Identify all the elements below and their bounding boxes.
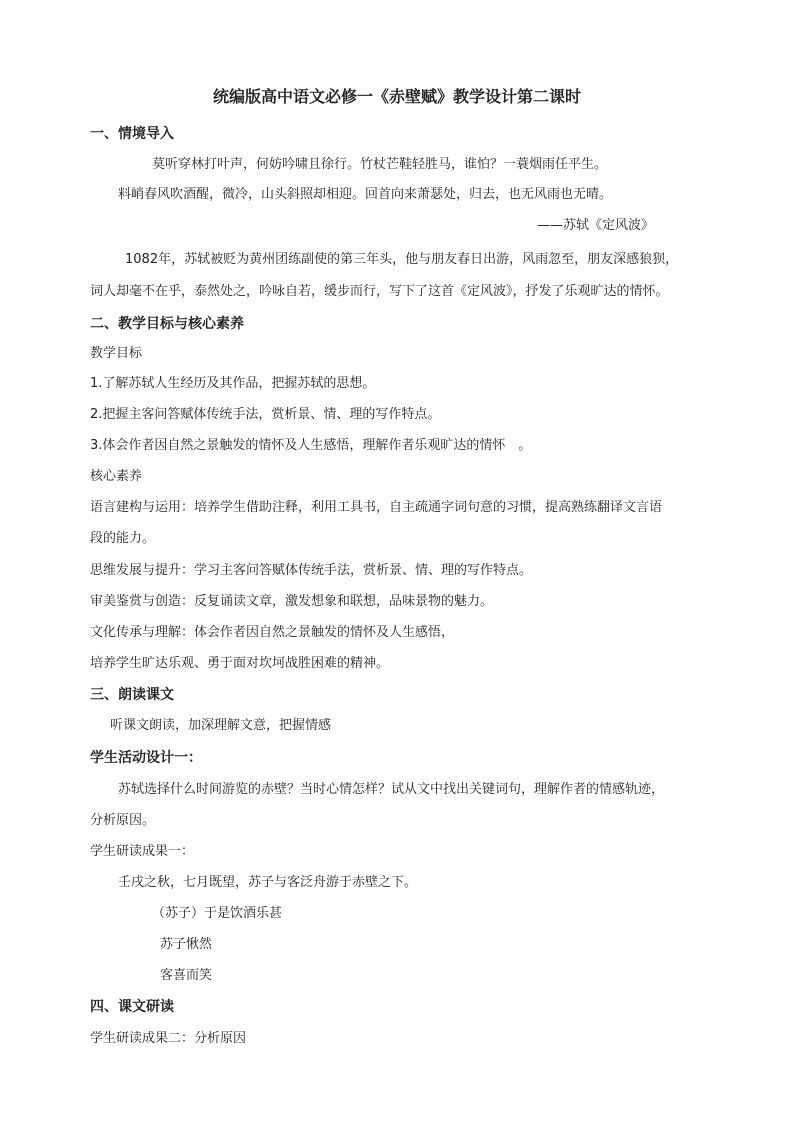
poem-source: ——苏轼《定风波》 — [537, 218, 655, 233]
poem-line-2: 料峭春风吹酒醒，微冷，山头斜照却相迎。回首向来萧瑟处，归去，也无风雨也无晴。 — [118, 187, 613, 202]
document-title: 统编版高中语文必修一《赤壁赋》教学设计第二课时 — [212, 87, 581, 106]
section-heading-reading: 三、朗读课文 — [90, 687, 174, 703]
section-heading-objectives: 二、教学目标与核心素养 — [90, 316, 244, 332]
activity-heading: 学生活动设计一： — [90, 750, 202, 766]
section-heading-introduction: 一、情境导入 — [90, 126, 174, 142]
activity-question-line-2: 分析原因。 — [90, 813, 156, 828]
reading-instruction: 听课文朗读，加深理解文意，把握情感 — [110, 718, 332, 733]
activity-question-line-1: 苏轼选择什么时间游览的赤壁？当时心情怎样？试从文中找出关键词句，理解作者的情感轨迹， — [118, 782, 665, 797]
study-result-1-item-1: （苏子）于是饮酒乐甚 — [152, 906, 283, 921]
section-heading-study: 四、课文研读 — [90, 999, 174, 1015]
study-result-1-item-2: 苏子愀然 — [160, 937, 213, 952]
core-literacy-label: 核心素养 — [90, 469, 143, 484]
core-literacy-3: 审美鉴赏与创造：反复诵读文章，激发想象和联想，品味景物的魅力。 — [90, 594, 494, 609]
teaching-goals-label: 教学目标 — [90, 346, 143, 361]
background-paragraph-line-2: 词人却毫不在乎，泰然处之，吟咏自若，缓步而行，写下了这首《定风波》，抒发了乐观旷达的情怀。 — [90, 284, 669, 299]
core-literacy-4-line-1: 文化传承与理解：体会作者因自然之景触发的情怀及人生感悟， — [90, 625, 455, 640]
study-result-1-quote: 壬戌之秋，七月既望，苏子与客泛舟游于赤壁之下。 — [118, 875, 418, 890]
core-literacy-4-line-2: 培养学生旷达乐观、勇于面对坎坷战胜困难的精神。 — [90, 656, 390, 671]
teaching-goal-1: 1.了解苏轼人生经历及其作品，把握苏轼的思想。 — [90, 376, 376, 391]
teaching-goal-3: 3.体会作者因自然之景触发的情怀及人生感悟，理解作者乐观旷达的情怀 。 — [90, 438, 532, 453]
core-literacy-1-line-1: 语言建构与运用：培养学生借助注释，利用工具书，自主疏通字词句意的习惯，提高熟练翻译文言语 — [90, 500, 663, 515]
study-result-1-label: 学生研读成果一： — [90, 844, 195, 859]
teaching-goal-2: 2.把握主客问答赋体传统手法，赏析景、情、理的写作特点。 — [90, 407, 441, 422]
poem-line-1: 莫听穿林打叶声，何妨吟啸且徐行。竹杖芒鞋轻胜马，谁怕？一蓑烟雨任平生。 — [152, 157, 608, 172]
core-literacy-2: 思维发展与提升：学习主客问答赋体传统手法，赏析景、情、理的写作特点。 — [90, 563, 533, 578]
study-result-2: 学生研读成果二：分析原因 — [90, 1031, 247, 1046]
background-paragraph-line-1: 1082年，苏轼被贬为黄州团练副使的第三年头，他与朋友春日出游，风雨忽至，朋友深感狼狈， — [125, 252, 679, 267]
core-literacy-1-line-2: 段的能力。 — [90, 531, 156, 546]
study-result-1-item-3: 客喜而笑 — [160, 968, 213, 983]
